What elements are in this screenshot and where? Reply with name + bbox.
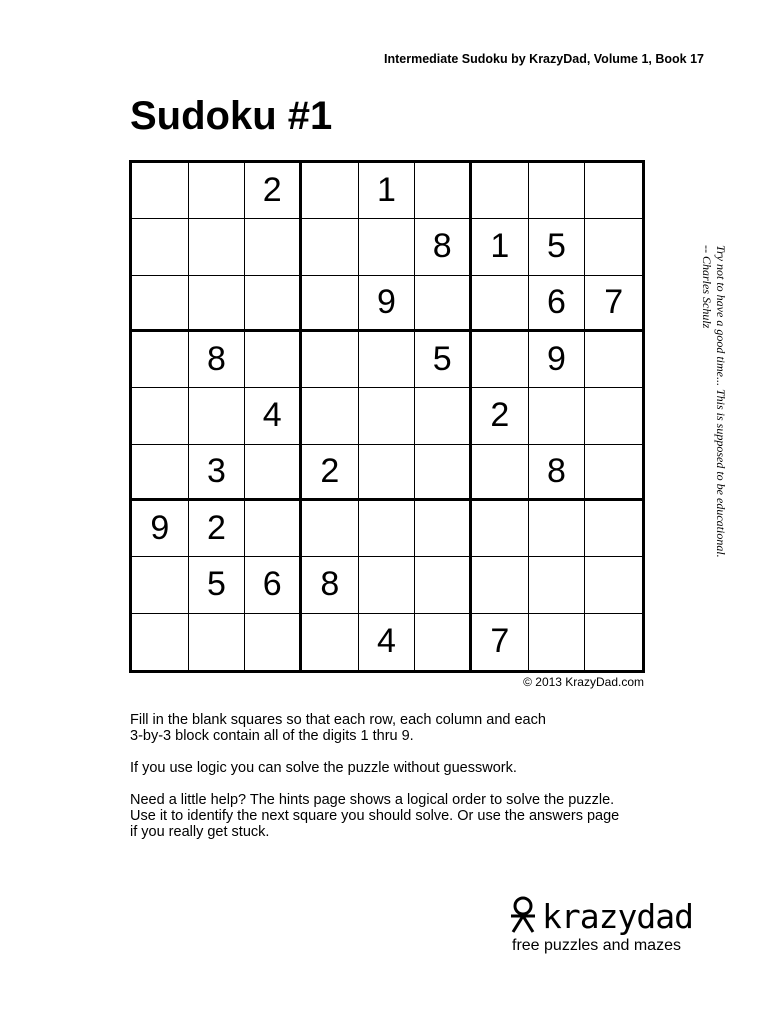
sudoku-cell: [302, 614, 359, 670]
instructions: [130, 712, 690, 856]
sudoku-cell: [132, 163, 189, 219]
sudoku-cell: [245, 276, 302, 332]
sudoku-cell: [189, 219, 246, 275]
sudoku-cell: [472, 276, 529, 332]
sudoku-cell: 9: [529, 332, 586, 388]
sudoku-cell: 7: [472, 614, 529, 670]
sudoku-cell: 9: [359, 276, 416, 332]
instruction-paragraph-2: If you use logic you can solve the puzzle without guesswork.: [130, 760, 517, 776]
sudoku-cell: 5: [529, 219, 586, 275]
sudoku-cell: 5: [189, 557, 246, 613]
sudoku-cell: [245, 445, 302, 501]
sudoku-cell: 4: [245, 388, 302, 444]
sudoku-cell: [585, 557, 642, 613]
sudoku-cell: [245, 501, 302, 557]
instruction-paragraph-3: Need a little help? The hints page shows a logical order to solve the puzzle. Use it to identify the next square you should solve. Or use the answers page if you really get stuck.: [130, 792, 620, 840]
page-title: Sudoku #1: [130, 94, 333, 138]
logo-tagline: free puzzles and mazes: [512, 937, 681, 954]
sudoku-cell: [529, 163, 586, 219]
sudoku-cell: [359, 557, 416, 613]
sudoku-cell: 5: [415, 332, 472, 388]
sudoku-cell: [359, 388, 416, 444]
krazydad-face-icon: [508, 896, 538, 936]
page-header: Intermediate Sudoku by KrazyDad, Volume 1, Book 17: [384, 52, 704, 66]
sudoku-cell: 6: [245, 557, 302, 613]
sudoku-cell: [189, 388, 246, 444]
sudoku-cell: [302, 332, 359, 388]
sudoku-cell: 1: [359, 163, 416, 219]
copyright-text: © 2013 KrazyDad.com: [523, 675, 644, 689]
sudoku-cell: [302, 388, 359, 444]
sudoku-cell: [302, 276, 359, 332]
sudoku-cell: [529, 388, 586, 444]
logo-wordmark: krazydad: [542, 896, 693, 936]
sudoku-cell: [585, 445, 642, 501]
sudoku-cell: [529, 557, 586, 613]
sudoku-cell: [585, 501, 642, 557]
sudoku-cell: [132, 276, 189, 332]
sudoku-cell: 4: [359, 614, 416, 670]
sudoku-cell: 8: [529, 445, 586, 501]
sudoku-cell: [189, 614, 246, 670]
sudoku-cell: [359, 445, 416, 501]
sudoku-cell: [302, 163, 359, 219]
sudoku-cell: 1: [472, 219, 529, 275]
sudoku-cell: [585, 163, 642, 219]
instruction-paragraph-1: Fill in the blank squares so that each row, each column and each 3-by-3 block contain all of the digits 1 thru 9.: [130, 712, 546, 744]
sudoku-cell: [585, 614, 642, 670]
sudoku-cell: [472, 501, 529, 557]
sudoku-cell: [245, 614, 302, 670]
sudoku-cell: [245, 219, 302, 275]
sudoku-grid: [129, 160, 645, 673]
krazydad-logo: [508, 893, 718, 955]
side-quote: Try not to have a good time... This is supposed to be educational. -- Charles Schulz: [700, 245, 728, 558]
sudoku-cell: [132, 332, 189, 388]
sudoku-cell: [415, 614, 472, 670]
sudoku-cell: [415, 445, 472, 501]
sudoku-cell: 8: [189, 332, 246, 388]
sudoku-cell: [359, 219, 416, 275]
sudoku-cell: [132, 388, 189, 444]
sudoku-cell: [415, 388, 472, 444]
sudoku-cell: [415, 163, 472, 219]
sudoku-cell: 2: [245, 163, 302, 219]
sudoku-cell: [529, 501, 586, 557]
sudoku-cell: [529, 614, 586, 670]
sudoku-cell: 3: [189, 445, 246, 501]
sudoku-cell: 2: [472, 388, 529, 444]
sudoku-cell: [189, 163, 246, 219]
sudoku-cell: 9: [132, 501, 189, 557]
sudoku-cell: [415, 501, 472, 557]
sudoku-cell: [472, 332, 529, 388]
sudoku-cell: [585, 219, 642, 275]
sudoku-cell: [302, 219, 359, 275]
sudoku-cell: [585, 332, 642, 388]
sudoku-cell: [132, 445, 189, 501]
sudoku-cell: [472, 163, 529, 219]
sudoku-cell: 8: [415, 219, 472, 275]
sudoku-cell: 2: [189, 501, 246, 557]
sudoku-cell: 6: [529, 276, 586, 332]
sudoku-cell: [415, 276, 472, 332]
sudoku-cell: [585, 388, 642, 444]
sudoku-cell: [132, 219, 189, 275]
sudoku-cell: [132, 557, 189, 613]
sudoku-cell: [415, 557, 472, 613]
sudoku-cell: [189, 276, 246, 332]
sudoku-cell: 7: [585, 276, 642, 332]
sudoku-cell: [472, 557, 529, 613]
sudoku-cell: [245, 332, 302, 388]
sudoku-cell: 8: [302, 557, 359, 613]
sudoku-cell: [472, 445, 529, 501]
sudoku-cell: [359, 332, 416, 388]
sudoku-cell: [359, 501, 416, 557]
sudoku-cell: 2: [302, 445, 359, 501]
sudoku-cell: [132, 614, 189, 670]
sudoku-cell: [302, 501, 359, 557]
